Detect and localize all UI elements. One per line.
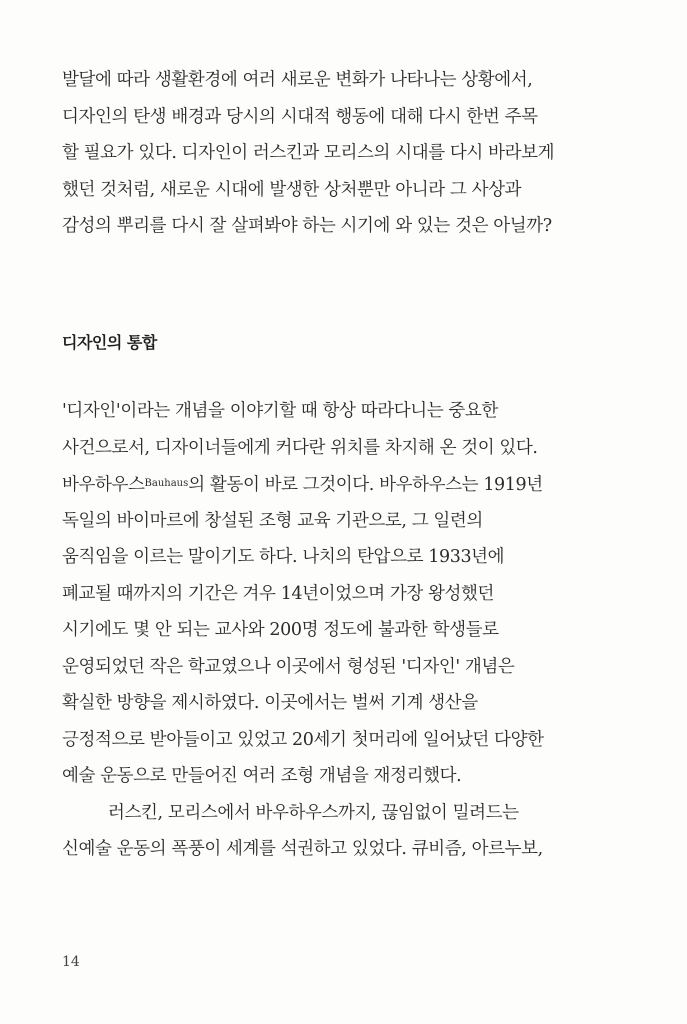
paragraph-line: 폐교될 때까지의 기간은 겨우 14년이었으며 가장 왕성했던 [62,583,495,604]
section-heading: 디자인의 통합 [62,333,157,352]
paragraph-line: 사건으로서, 디자이너들에게 커다란 위치를 차지해 온 것이 있다. [62,437,538,458]
paragraph-line: 운영되었던 작은 학교였으나 이곳에서 형성된 '디자인' 개념은 [62,656,515,677]
paragraph-line [62,466,632,503]
paragraph-line: 긍정적으로 받아들이고 있었고 20세기 첫머리에 일어났던 다양한 [62,729,544,750]
paragraph-line: 감성의 뿌리를 다시 잘 살펴봐야 하는 시기에 와 있는 것은 아닐까? [62,216,552,236]
paragraph-line: 디자인의 탄생 배경과 당시의 시대적 행동에 대해 다시 한번 주목 [62,106,538,127]
paragraph-line: 독일의 바이마르에 창설된 조형 교육 기관으로, 그 일련의 [62,510,483,531]
bauhaus-original-term: Bauhaus [144,478,189,489]
body-paragraph [62,393,632,868]
paragraph-line: 확실한 방향을 제시하였다. 이곳에서는 벌써 기계 생산을 [62,693,478,713]
paragraph-line: 할 필요가 있다. 디자인이 러스킨과 모리스의 시대를 다시 바라보게 [62,143,555,163]
paragraph-line: 움직임을 이르는 말이기도 하다. 나치의 탄압으로 1933년에 [62,547,505,567]
bauhaus-korean-term: 바우하우스 [62,475,145,495]
intro-paragraph [62,62,632,245]
paragraph-line-indented: 러스킨, 모리스에서 바우하우스까지, 끊임없이 밀려드는 [108,802,519,823]
paragraph-line: 예술 운동으로 만들어진 여러 조형 개념을 재정리했다. [62,766,462,786]
paragraph-line: '디자인'이라는 개념을 이야기할 때 항상 따라다니는 중요한 [62,401,498,421]
line-continuation: 의 활동이 바로 그것이다. 바우하우스는 1919년 [188,475,543,495]
page-number: 14 [62,954,80,970]
paragraph-line: 신예술 운동의 폭풍이 세계를 석권하고 있었다. 큐비즘, 아르누보, [62,839,543,859]
paragraph-line: 발달에 따라 생활환경에 여러 새로운 변화가 나타나는 상황에서, [62,70,533,90]
paragraph-line: 했던 것처럼, 새로운 시대에 발생한 상처뿐만 아니라 그 사상과 [62,179,522,200]
paragraph-line: 시기에도 몇 안 되는 교사와 200명 정도에 불과한 학생들로 [62,620,499,640]
